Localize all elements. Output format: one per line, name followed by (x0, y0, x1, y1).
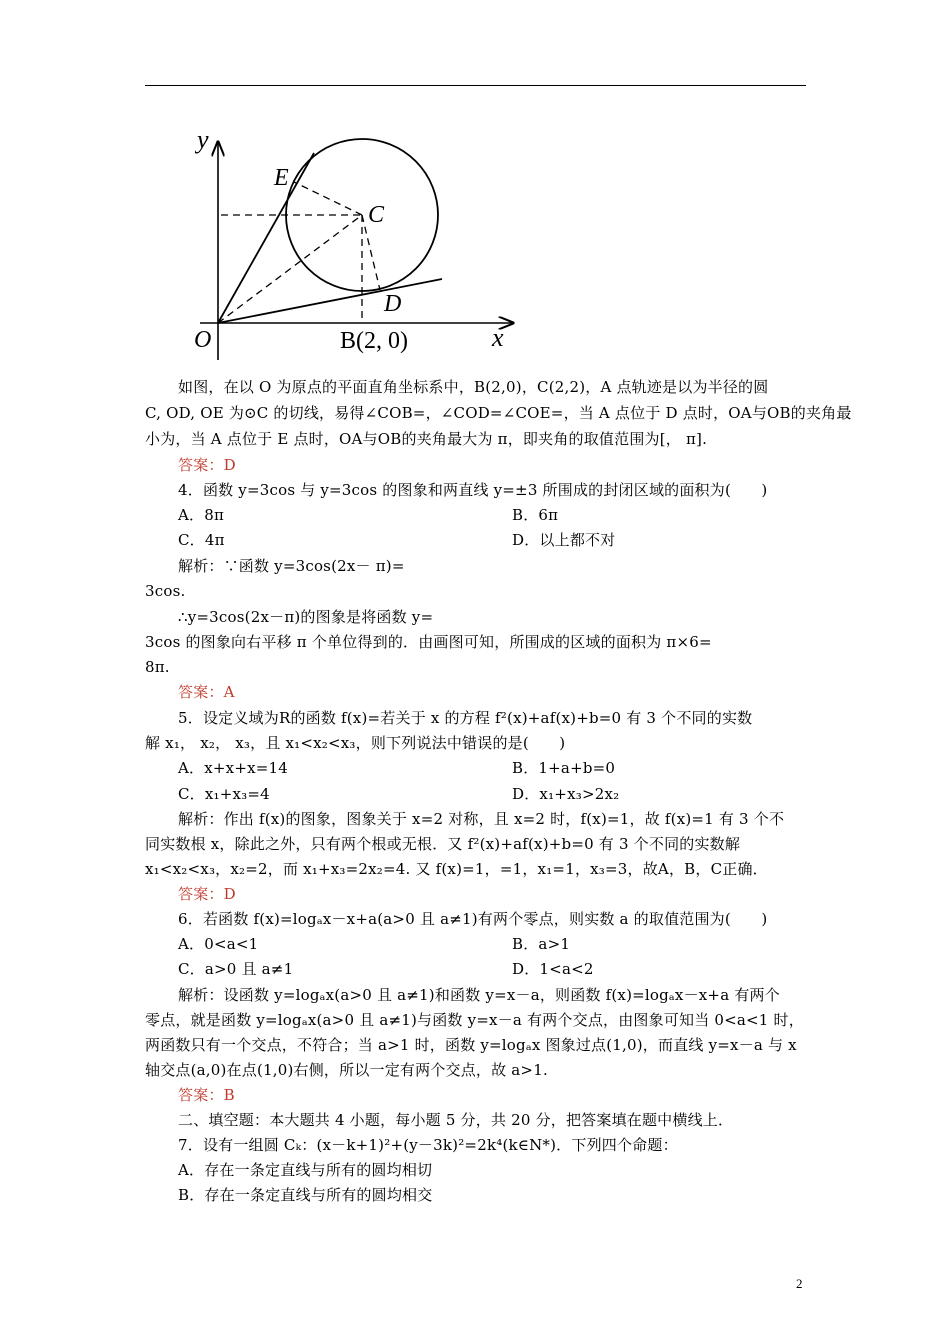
q5-stem-1: 5．设定义域为R的函数 f(x)=若关于 x 的方程 f²(x)+af(x)+b=0 有 3 个不同的实数 (178, 709, 753, 727)
label-d: D (384, 291, 402, 317)
q5-stem-2: 解 x₁， x₂， x₃，且 x₁<x₂<x₃，则下列说法中错误的是( ) (145, 734, 566, 752)
q4-solution-1: 解析：∵函数 y=3cos(2x－ π)= (178, 557, 405, 575)
label-c: C (368, 202, 385, 228)
coordinate-diagram (188, 128, 528, 360)
q4-option-d: D．以上都不对 (512, 531, 616, 549)
q4-answer: 答案：A (178, 683, 235, 701)
label-y: y (197, 128, 209, 154)
q6-solution-3: 两函数只有一个交点，不符合；当 a>1 时，函数 y=logₐx 图象过点(1,0)，而直线 y=x－a 与 x (145, 1036, 797, 1054)
p3-line-3: 小为，当 A 点位于 E 点时，OA与OB的夹角最大为 π，即夹角的取值范围为[， π]. (145, 430, 708, 448)
p3-line-2: C, OD, OE 为⊙C 的切线，易得∠COB=，∠COD=∠COE=，当 A 点位于 D 点时，OA与OB的夹角最 (145, 404, 852, 422)
q6-stem: 6．若函数 f(x)=logₐx－x+a(a>0 且 a≠1)有两个零点，则实数 a 的取值范围为( ) (178, 910, 768, 928)
q6-option-b: B．a>1 (512, 935, 571, 953)
page-number: 2 (796, 1276, 803, 1291)
q4-solution-5: 8π. (145, 658, 170, 676)
dash-oc (218, 215, 362, 323)
q6-solution-2: 零点，就是函数 y=logₐx(a>0 且 a≠1)与函数 y=x－a 有两个交点，由图象可知当 0<a<1 时， (145, 1011, 804, 1029)
q5-option-c: C．x₁+x₃=4 (178, 785, 270, 803)
q5-option-a: A．x+x+x=14 (178, 759, 289, 777)
q6-option-c: C．a>0 且 a≠1 (178, 960, 294, 978)
q6-solution-4: 轴交点(a,0)在点(1,0)右侧，所以一定有两个交点，故 a>1. (145, 1061, 548, 1079)
label-b: B(2, 0) (340, 328, 408, 354)
q4-solution-2: 3cos. (145, 582, 186, 600)
tangent-oe (218, 153, 314, 323)
dash-ce (294, 182, 362, 215)
q5-solution-2: 同实数根 x，除此之外，只有两个根或无根．又 f²(x)+af(x)+b=0 有 3 个不同的实数解 (145, 835, 741, 853)
q4-option-c: C．4π (178, 531, 225, 549)
label-e: E (274, 165, 289, 191)
p3-answer: 答案：D (178, 456, 236, 474)
q5-option-b: B．1+a+b=0 (512, 759, 616, 777)
q4-solution-4: 3cos 的图象向右平移 π 个单位得到的．由画图可知，所围成的区域的面积为 π×6= (145, 633, 712, 651)
q4-stem: 4．函数 y=3cos 与 y=3cos 的图象和两直线 y=±3 所围成的封闭区域的面积为( ) (178, 481, 768, 499)
q6-option-a: A．0<a<1 (178, 935, 259, 953)
label-o: O (194, 327, 212, 353)
label-x: x (492, 323, 504, 352)
geometry-figure (188, 128, 528, 360)
p3-line-1: 如图，在以 O 为原点的平面直角坐标系中，B(2,0)，C(2,2)，A 点轨迹是以为半径的圆 (178, 378, 769, 396)
tangent-od (218, 279, 442, 323)
q4-option-a: A．8π (178, 506, 225, 524)
q7-option-a: A．存在一条定直线与所有的圆均相切 (178, 1161, 433, 1179)
section-heading: 二、填空题：本大题共 4 小题，每小题 5 分，共 20 分，把答案填在题中横线上． (178, 1111, 734, 1129)
q7-stem: 7．设有一组圆 Cₖ：(x－k+1)²+(y－3k)²=2k⁴(k∈N*)．下列四个命题： (178, 1136, 678, 1154)
header-rule (145, 85, 806, 86)
q5-option-d: D．x₁+x₃>2x₂ (512, 785, 620, 803)
q7-option-b: B．存在一条定直线与所有的圆均相交 (178, 1186, 433, 1204)
q5-answer: 答案：D (178, 885, 236, 903)
q4-solution-3: ∴y=3cos(2x－π)的图象是将函数 y= (178, 608, 434, 626)
q5-solution-1: 解析：作出 f(x)的图象，图象关于 x=2 对称，且 x=2 时，f(x)=1，故 f(x)=1 有 3 个不 (178, 810, 785, 828)
q5-solution-3: x₁<x₂<x₃，x₂=2，而 x₁+x₃=2x₂=4. 又 f(x)=1，=1，x₁=1，x₃=3，故A，B，C正确． (145, 860, 768, 878)
q4-option-b: B．6π (512, 506, 559, 524)
q6-option-d: D．1<a<2 (512, 960, 594, 978)
q6-solution-1: 解析：设函数 y=logₐx(a>0 且 a≠1)和函数 y=x－a，则函数 f(x)=logₐx－x+a 有两个 (178, 986, 780, 1004)
q6-answer: 答案：B (178, 1086, 235, 1104)
